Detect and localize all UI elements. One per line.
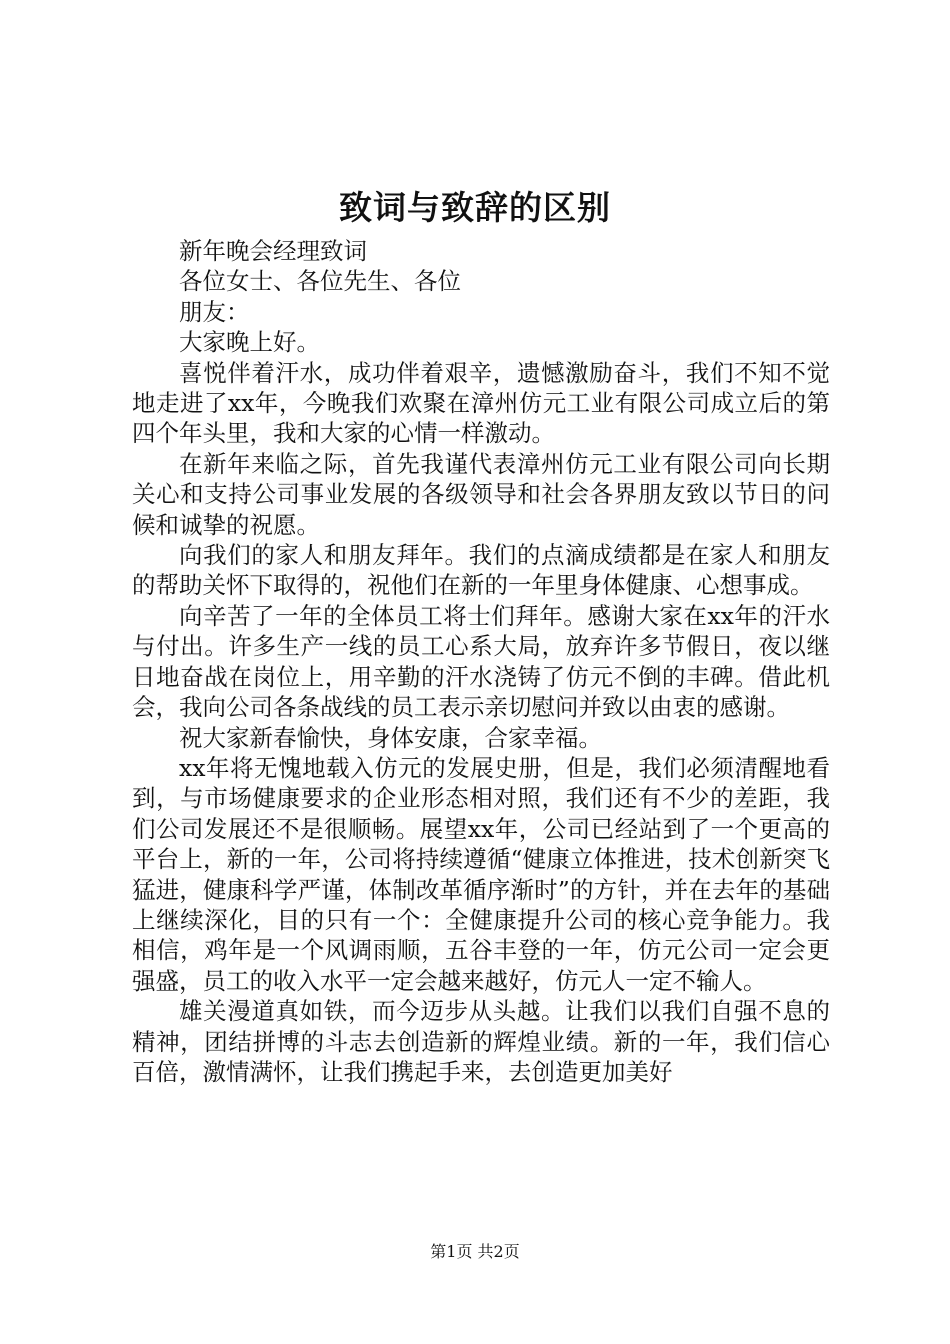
paragraph: xx年将无愧地载入仿元的发展史册，但是，我们必须清醒地看到，与市场健康要求的企业形态相对照，我们还有不少的差距，我们公司发展还不是很顺畅。展望xx年，公司已经站到了一个更高的平台上，新的一年，公司将持续遵循“健康立体推进，技术创新突飞猛进，健康科学严谨，体制改革循序渐时”的方针，并在去年的基础上继续深化，目的只有一个：全健康提升公司的核心竞争能力。我相信，鸡年是一个风调雨顺，五谷丰登的一年，仿元公司一定会更强盛，员工的收入水平一定会越来越好，仿元人一定不输人。 [132,753,830,995]
paragraph: 新年晚会经理致词 [179,237,367,265]
paragraph: 祝大家新春愉快，身体安康，合家幸福。 [179,723,602,752]
paragraph: 大家晚上好。 [179,328,320,357]
paragraph: 朋友： [179,297,250,326]
document-title: 致词与致辞的区别 [339,188,611,227]
page-number-footer: 第1页 共2页 [430,1242,520,1261]
paragraph: 喜悦伴着汗水，成功伴着艰辛，遗憾激励奋斗，我们不知不觉地走进了xx年，今晚我们欢聚在漳州仿元工业有限公司成立后的第四个年头里，我和大家的心情一样激动。 [132,358,830,448]
paragraph: 在新年来临之际，首先我谨代表漳州仿元工业有限公司向长期关心和支持公司事业发展的各级领导和社会各界朋友致以节日的问候和诚挚的祝愿。 [132,449,830,539]
paragraph: 雄关漫道真如铁，而今迈步从头越。让我们以我们自强不息的精神，团结拼博的斗志去创造新的辉煌业绩。新的一年，我们信心百倍，激情满怀，让我们携起手来，去创造更加美好 [132,997,830,1086]
paragraph: 向我们的家人和朋友拜年。我们的点滴成绩都是在家人和朋友的帮助关怀下取得的，祝他们在新的一年里身体健康、心想事成。 [132,541,830,600]
document-body [132,236,830,1087]
paragraph: 向辛苦了一年的全体员工将士们拜年。感谢大家在xx年的汗水与付出。许多生产一线的员工心系大局，放弃许多节假日，夜以继日地奋战在岗位上，用辛勤的汗水浇铸了仿元不倒的丰碑。借此机会，我向公司各条战线的员工表示亲切慰问并致以由衷的感谢。 [132,601,830,722]
paragraph: 各位女士、各位先生、各位 [179,267,461,296]
